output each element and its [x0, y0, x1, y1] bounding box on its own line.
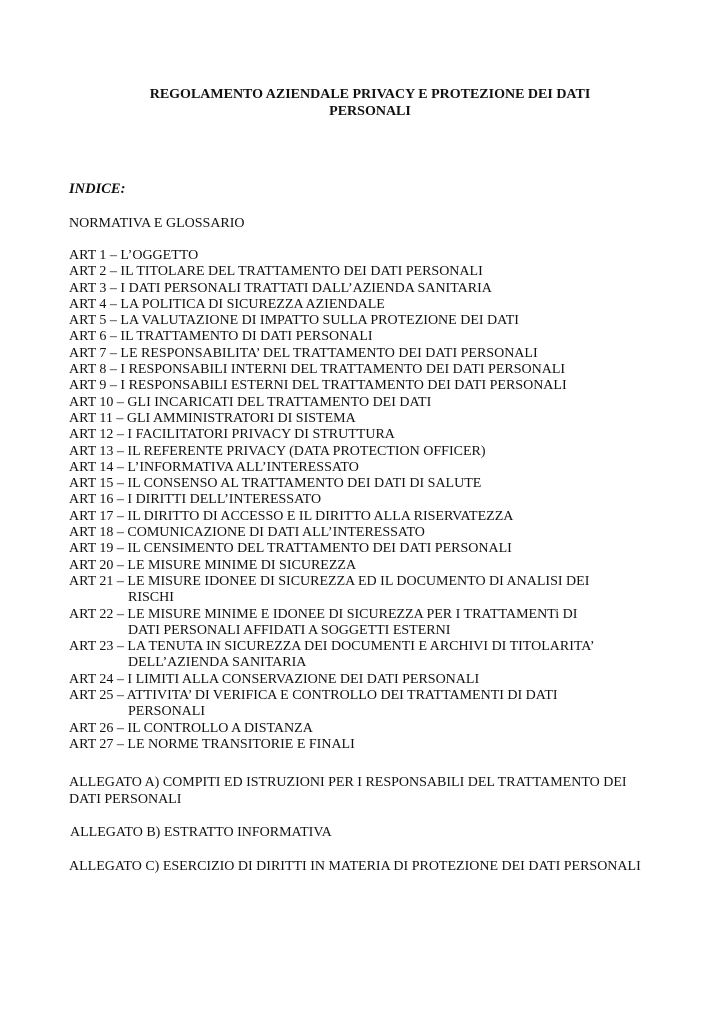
article-entry-text: ART 13 – IL REFERENTE PRIVACY (DATA PROTECTION OFFICER): [69, 443, 486, 459]
article-entry-text: ART 5 – LA VALUTAZIONE DI IMPATTO SULLA PROTEZIONE DEI DATI: [69, 313, 519, 329]
article-entry: [69, 329, 669, 345]
article-entry: [69, 248, 669, 264]
article-entry-text: ART 20 – LE MISURE MINIME DI SICUREZZA: [69, 557, 357, 573]
article-entry-text: ART 24 – I LIMITI ALLA CONSERVAZIONE DEI DATI PERSONALI: [69, 671, 480, 687]
normativa-entry: NORMATIVA E GLOSSARIO: [69, 216, 245, 231]
article-entry-continuation: PERSONALI: [128, 704, 206, 720]
article-entry-text: ART 7 – LE RESPONSABILITA’ DEL TRATTAMENTO DEI DATI PERSONALI: [69, 345, 538, 361]
document-title-line-1: REGOLAMENTO AZIENDALE PRIVACY E PROTEZIONE DEI DATI: [149, 87, 591, 102]
article-entry: [69, 444, 669, 460]
article-entry-text: ART 26 – IL CONTROLLO A DISTANZA: [69, 720, 313, 736]
article-entry-text: ART 4 – LA POLITICA DI SICUREZZA AZIENDALE: [69, 296, 385, 312]
article-entry-text: ART 11 – GLI AMMINISTRATORI DI SISTEMA: [69, 410, 356, 426]
article-entry-text: ART 3 – I DATI PERSONALI TRATTATI DALL’AZIENDA SANITARIA: [69, 280, 492, 296]
article-entry: [69, 607, 669, 640]
article-entry: [69, 427, 669, 443]
article-entry-text: ART 27 – LE NORME TRANSITORIE E FINALI: [69, 736, 355, 752]
article-entry-continuation: DATI PERSONALI AFFIDATI A SOGGETTI ESTERNI: [128, 622, 451, 638]
article-entry: [69, 574, 669, 607]
article-entry-text: ART 18 – COMUNICAZIONE DI DATI ALL’INTERESSATO: [69, 525, 425, 541]
article-entry: [69, 378, 669, 394]
document-title: [90, 86, 650, 120]
article-entry-text: ART 23 – LA TENUTA IN SICUREZZA DEI DOCUMENTI E ARCHIVI DI TITOLARITA’: [69, 639, 595, 655]
article-entry: [69, 395, 669, 411]
article-entry-text: ART 16 – I DIRITTI DELL’INTERESSATO: [69, 492, 322, 508]
allegato-b: ALLEGATO B) ESTRATTO INFORMATIVA: [70, 825, 332, 840]
article-entry-text: ART 10 – GLI INCARICATI DEL TRATTAMENTO DEI DATI: [69, 394, 432, 410]
article-entry-text: ART 22 – LE MISURE MINIME E IDONEE DI SICUREZZA PER I TRATTAMENTi DI: [69, 606, 578, 622]
allegato-a: ALLEGATO A) COMPITI ED ISTRUZIONI PER I RESPONSABILI DEL TRATTAMENTO DEI DATI PERSONALI: [69, 775, 627, 807]
article-entry-text: ART 25 – ATTIVITA’ DI VERIFICA E CONTROLLO DEI TRATTAMENTI DI DATI: [69, 688, 558, 704]
article-entry: [69, 558, 669, 574]
article-entry: [69, 492, 669, 508]
article-entry-text: ART 21 – LE MISURE IDONEE DI SICUREZZA ED IL DOCUMENTO DI ANALISI DEI: [69, 573, 590, 589]
article-entry-text: ART 14 – L’INFORMATIVA ALL’INTERESSATO: [69, 459, 359, 475]
article-entry: [69, 346, 669, 362]
article-list: [69, 248, 669, 753]
article-entry-text: ART 9 – I RESPONSABILI ESTERNI DEL TRATTAMENTO DEI DATI PERSONALI: [69, 378, 567, 394]
article-entry-text: ART 19 – IL CENSIMENTO DEL TRATTAMENTO DEI DATI PERSONALI: [69, 541, 512, 557]
article-entry-text: ART 1 – L’OGGETTO: [69, 248, 199, 263]
article-entry-continuation: DELL’AZIENDA SANITARIA: [128, 655, 307, 671]
article-entry: [69, 313, 669, 329]
article-entry: [69, 737, 669, 753]
article-entry: [69, 476, 669, 492]
article-entry-text: ART 8 – I RESPONSABILI INTERNI DEL TRATTAMENTO DEI DATI PERSONALI: [69, 362, 566, 378]
allegato-c: ALLEGATO C) ESERCIZIO DI DIRITTI IN MATERIA DI PROTEZIONE DEI DATI PERSONALI: [69, 859, 641, 874]
article-entry-continuation: RISCHI: [128, 590, 174, 606]
article-entry: [69, 362, 669, 378]
article-entry-text: ART 12 – I FACILITATORI PRIVACY DI STRUTTURA: [69, 427, 395, 443]
article-entry: [69, 672, 669, 688]
article-entry-text: ART 2 – IL TITOLARE DEL TRATTAMENTO DEI DATI PERSONALI: [69, 264, 483, 280]
article-entry-text: ART 15 – IL CONSENSO AL TRATTAMENTO DEI DATI DI SALUTE: [69, 476, 482, 492]
document-title-line-2: PERSONALI: [329, 104, 411, 119]
article-entry: [69, 639, 669, 672]
article-entry-text: ART 6 – IL TRATTAMENTO DI DATI PERSONALI: [69, 329, 373, 345]
article-entry: [69, 721, 669, 737]
article-entry: [69, 460, 669, 476]
article-entry: [69, 688, 669, 721]
article-entry: [69, 297, 669, 313]
index-heading: INDICE:: [69, 181, 126, 197]
article-entry: [69, 509, 669, 525]
article-entry: [69, 411, 669, 427]
article-entry: [69, 541, 669, 557]
article-entry: [69, 264, 669, 280]
article-entry-text: ART 17 – IL DIRITTO DI ACCESSO E IL DIRITTO ALLA RISERVATEZZA: [69, 508, 514, 524]
article-entry: [69, 525, 669, 541]
article-entry: [69, 281, 669, 297]
